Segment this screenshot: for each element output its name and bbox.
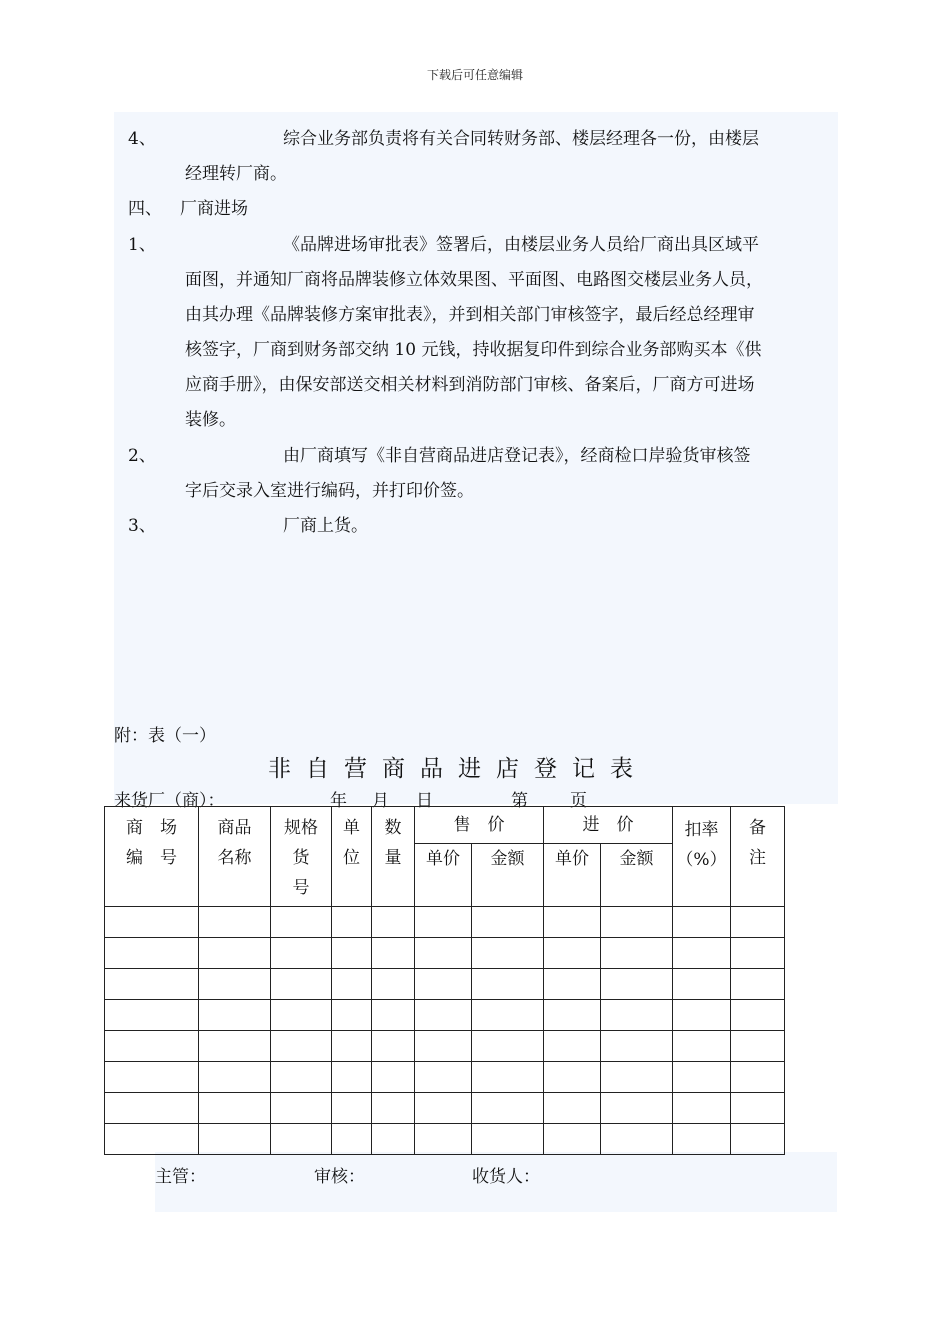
table-cell[interactable] — [601, 938, 673, 969]
col-discount — [673, 807, 731, 907]
table-row — [105, 1093, 785, 1124]
year-label: 年 — [330, 791, 347, 811]
table-cell[interactable] — [544, 969, 601, 1000]
table-cell[interactable] — [271, 1093, 332, 1124]
section-4-title: 厂商进场 — [180, 199, 248, 219]
col-unit-line-1: 单 — [343, 818, 360, 838]
table-cell[interactable] — [472, 1093, 544, 1124]
col-unit-line-2: 位 — [343, 848, 360, 868]
table-cell[interactable] — [544, 907, 601, 938]
para-2-line-1: 由厂商填写《非自营商品进店登记表》，经商检口岸验货审核签 — [283, 446, 751, 466]
table-cell[interactable] — [673, 1093, 731, 1124]
table-cell[interactable] — [472, 938, 544, 969]
table-row — [105, 907, 785, 938]
table-cell[interactable] — [544, 938, 601, 969]
table-cell[interactable] — [372, 1062, 415, 1093]
table-cell[interactable] — [199, 1124, 271, 1155]
sequence-label: 第 — [511, 791, 528, 811]
table-cell[interactable] — [271, 969, 332, 1000]
col-purchase-price: 进 价 — [544, 807, 673, 844]
table-cell[interactable] — [731, 1062, 785, 1093]
table-cell[interactable] — [544, 1124, 601, 1155]
table-cell[interactable] — [105, 1000, 199, 1031]
table-cell[interactable] — [199, 907, 271, 938]
para-2-number: 2、 — [128, 446, 156, 466]
table-cell[interactable] — [673, 938, 731, 969]
table-cell[interactable] — [199, 1062, 271, 1093]
col-quantity-line-1: 数 — [384, 818, 402, 838]
col-spec-number — [271, 807, 332, 907]
para-3-number: 3、 — [128, 516, 156, 536]
col-quantity-line-2: 量 — [384, 848, 402, 868]
table-cell[interactable] — [332, 1000, 372, 1031]
table-cell[interactable] — [673, 1062, 731, 1093]
table-cell[interactable] — [105, 907, 199, 938]
table-row — [105, 1124, 785, 1155]
table-cell[interactable] — [372, 1000, 415, 1031]
col-sale-unit-price: 单价 — [415, 844, 472, 907]
para-1-line-4: 核签字，厂商到财务部交纳 10 元钱，持收据复印件到综合业务部购买本《供 — [185, 340, 762, 360]
table-cell[interactable] — [601, 1124, 673, 1155]
table-cell[interactable] — [332, 938, 372, 969]
table-cell[interactable] — [415, 907, 472, 938]
table-cell[interactable] — [673, 969, 731, 1000]
col-sale-amount: 金额 — [472, 844, 544, 907]
table-cell[interactable] — [731, 1031, 785, 1062]
day-label: 日 — [416, 791, 433, 811]
table-cell[interactable] — [199, 1093, 271, 1124]
table-cell[interactable] — [601, 907, 673, 938]
table-cell[interactable] — [271, 907, 332, 938]
col-unit — [332, 807, 372, 907]
col-purchase-amount: 金额 — [601, 844, 673, 907]
review-label: 审核： — [314, 1167, 365, 1187]
table-row — [105, 1000, 785, 1031]
col-spec-line-1: 规格 — [284, 818, 318, 838]
table-cell[interactable] — [105, 1062, 199, 1093]
page-label: 页 — [570, 791, 587, 811]
table-cell[interactable] — [731, 1093, 785, 1124]
table-cell[interactable] — [731, 907, 785, 938]
supplier-label: 来货厂（商）： — [114, 791, 225, 811]
col-spec-line-2: 货 — [292, 848, 310, 868]
item-4-number: 4、 — [128, 129, 156, 149]
col-mall-code — [105, 807, 199, 907]
month-label: 月 — [372, 791, 389, 811]
col-remark — [731, 807, 785, 907]
table-cell[interactable] — [472, 907, 544, 938]
table-cell[interactable] — [199, 969, 271, 1000]
table-cell[interactable] — [332, 1124, 372, 1155]
table-cell[interactable] — [731, 1124, 785, 1155]
para-3-line-1: 厂商上货。 — [283, 516, 368, 536]
table-cell[interactable] — [199, 1031, 271, 1062]
table-cell[interactable] — [105, 938, 199, 969]
table-cell[interactable] — [332, 1031, 372, 1062]
table-cell[interactable] — [199, 1000, 271, 1031]
col-remark-line-2: 注 — [749, 848, 766, 868]
table-cell[interactable] — [105, 969, 199, 1000]
table-cell[interactable] — [544, 1093, 601, 1124]
col-mall-code-line-2: 编 号 — [126, 848, 177, 868]
para-2-line-2: 字后交录入室进行编码，并打印价签。 — [185, 481, 474, 501]
table-cell[interactable] — [731, 1000, 785, 1031]
table-cell[interactable] — [415, 1124, 472, 1155]
table-cell[interactable] — [372, 1093, 415, 1124]
table-cell[interactable] — [332, 969, 372, 1000]
table-cell[interactable] — [332, 907, 372, 938]
table-row — [105, 1062, 785, 1093]
item-4-line-1: 综合业务部负责将有关合同转财务部、楼层经理各一份，由楼层 — [283, 129, 759, 149]
item-4-line-2: 经理转厂商。 — [185, 164, 287, 184]
table-cell[interactable] — [544, 1031, 601, 1062]
para-1-line-5: 应商手册》，由保安部送交相关材料到消防部门审核、备案后，厂商方可进场 — [185, 375, 755, 395]
table-cell[interactable] — [199, 938, 271, 969]
table-row — [105, 938, 785, 969]
receiver-label: 收货人： — [472, 1167, 540, 1187]
para-1-number: 1、 — [128, 235, 156, 255]
table-cell[interactable] — [544, 1000, 601, 1031]
para-1-line-3: 由其办理《品牌装修方案审批表》，并到相关部门审核签字，最后经总经理审 — [185, 305, 755, 325]
table-cell[interactable] — [601, 1031, 673, 1062]
table-cell[interactable] — [415, 1000, 472, 1031]
table-cell[interactable] — [105, 1124, 199, 1155]
table-row — [105, 1031, 785, 1062]
col-discount-line-2: （%） — [676, 850, 727, 870]
table-cell[interactable] — [372, 1031, 415, 1062]
table-cell[interactable] — [601, 969, 673, 1000]
table-cell[interactable] — [372, 907, 415, 938]
col-item-name-line-1: 商品 — [217, 818, 252, 838]
table-cell[interactable] — [105, 1093, 199, 1124]
attachment-label: 附：表（一） — [114, 726, 216, 746]
supervisor-label: 主管： — [155, 1167, 206, 1187]
table-cell[interactable] — [673, 1124, 731, 1155]
table-cell[interactable] — [271, 1062, 332, 1093]
table-cell[interactable] — [415, 1062, 472, 1093]
table-cell[interactable] — [372, 938, 415, 969]
table-cell[interactable] — [415, 969, 472, 1000]
table-cell[interactable] — [271, 1000, 332, 1031]
col-item-name-line-2: 名称 — [217, 848, 252, 868]
col-mall-code-line-1: 商 场 — [126, 818, 177, 838]
col-sale-price: 售 价 — [415, 807, 544, 844]
table-cell[interactable] — [332, 1093, 372, 1124]
para-1-line-6: 装修。 — [185, 410, 236, 430]
para-1-line-1: 《品牌进场审批表》签署后，由楼层业务人员给厂商出具区域平 — [283, 235, 759, 255]
table-cell[interactable] — [544, 1062, 601, 1093]
table-cell[interactable] — [415, 1093, 472, 1124]
col-remark-line-1: 备 — [749, 818, 766, 838]
para-1-line-2: 面图，并通知厂商将品牌装修立体效果图、平面图、电路图交楼层业务人员， — [185, 270, 763, 290]
page-header: 下载后可任意编辑 — [426, 68, 523, 82]
table-cell[interactable] — [372, 969, 415, 1000]
table-cell[interactable] — [472, 1062, 544, 1093]
table-cell[interactable] — [601, 1000, 673, 1031]
table-cell[interactable] — [673, 907, 731, 938]
table-cell[interactable] — [472, 1124, 544, 1155]
table-cell[interactable] — [673, 1031, 731, 1062]
table-cell[interactable] — [601, 1093, 673, 1124]
table-cell[interactable] — [271, 1031, 332, 1062]
table-cell[interactable] — [372, 1124, 415, 1155]
table-cell[interactable] — [271, 938, 332, 969]
section-4-number: 四、 — [128, 199, 162, 219]
col-item-name — [199, 807, 271, 907]
table-cell[interactable] — [332, 1062, 372, 1093]
table-cell[interactable] — [415, 938, 472, 969]
form-title: 非自营商品进店登记表 — [268, 756, 648, 782]
registration-table — [104, 806, 785, 1155]
table-cell[interactable] — [601, 1062, 673, 1093]
table-cell[interactable] — [673, 1000, 731, 1031]
table-row — [105, 969, 785, 1000]
table-cell[interactable] — [105, 1031, 199, 1062]
col-quantity — [372, 807, 415, 907]
col-purchase-unit-price: 单价 — [544, 844, 601, 907]
header-row-1 — [105, 807, 785, 844]
table-cell[interactable] — [472, 969, 544, 1000]
col-discount-line-1: 扣率 — [684, 820, 719, 840]
table-cell[interactable] — [415, 1031, 472, 1062]
table-cell[interactable] — [271, 1124, 332, 1155]
table-cell[interactable] — [731, 969, 785, 1000]
table-cell[interactable] — [472, 1000, 544, 1031]
table-cell[interactable] — [731, 938, 785, 969]
col-spec-line-3: 号 — [292, 878, 310, 898]
table-cell[interactable] — [472, 1031, 544, 1062]
